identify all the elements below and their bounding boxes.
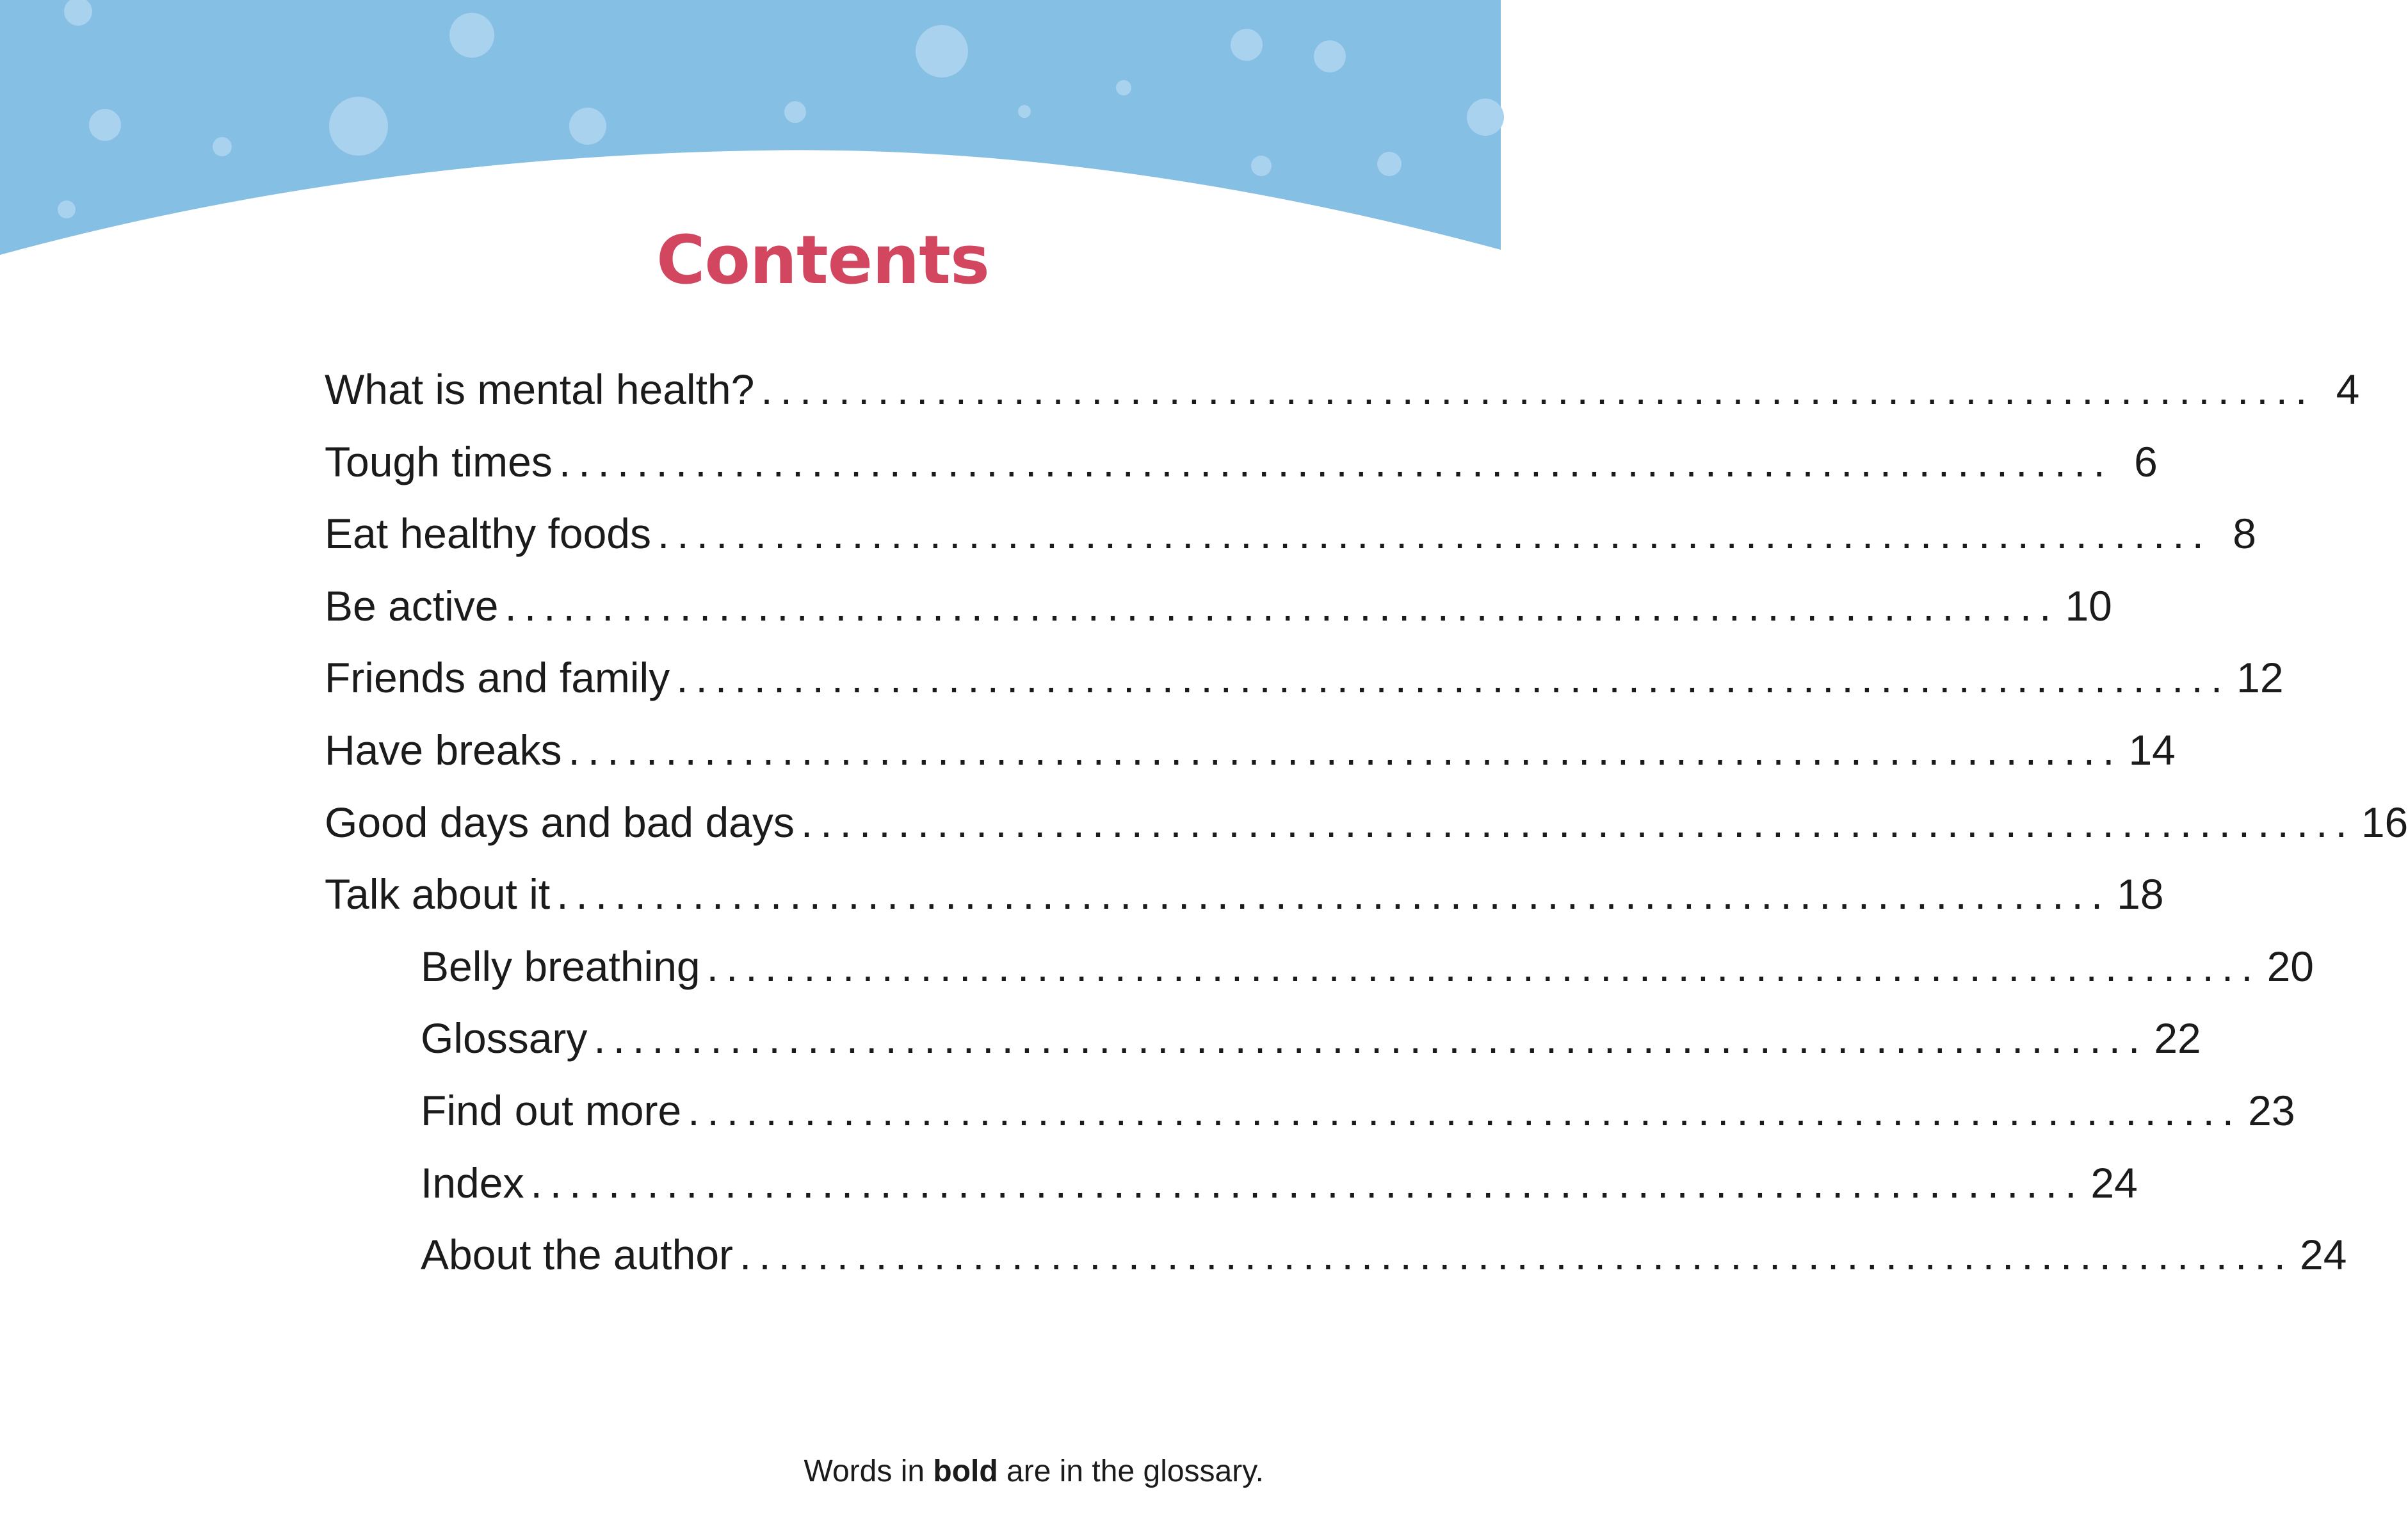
toc-entry-find-out-more[interactable]: [325, 1086, 2295, 1159]
toc-leader-dots: ................................................................................: [706, 942, 2261, 990]
toc-entry-page: 4: [2336, 366, 2360, 413]
toc-entry-page: 12: [2236, 654, 2284, 702]
toc-entry-talk-about-it[interactable]: [325, 870, 2164, 942]
toc-entry-page: 24: [2300, 1231, 2347, 1279]
sky-band: [0, 0, 1501, 255]
toc-entry-label: Index: [421, 1159, 524, 1207]
toc-entry-glossary[interactable]: [325, 1014, 2201, 1086]
toc-entry-belly-breathing[interactable]: [325, 942, 2314, 1014]
toc-entry-label: Talk about it: [325, 870, 551, 918]
toc-entry-page: 8: [2233, 510, 2256, 558]
toc-entry-page: 20: [2267, 942, 2314, 990]
toc-entry-friends-and-family[interactable]: [325, 653, 2284, 726]
toc-entry-label: Glossary: [421, 1014, 588, 1062]
toc-entry-label: Belly breathing: [421, 942, 700, 990]
toc-leader-dots: ................................................................................: [505, 581, 2059, 630]
toc-entry-label: Good days and bad days: [325, 798, 795, 846]
toc-entry-page: 16: [2361, 798, 2408, 846]
toc-entry-eat-healthy-foods[interactable]: [325, 509, 2256, 581]
toc-leader-dots: ................................................................................: [739, 1231, 2293, 1279]
toc-leader-dots: ................................................................................: [530, 1159, 2085, 1207]
toc-leader-dots: ................................................................................: [800, 798, 2355, 846]
toc-entry-label: Tough times: [325, 437, 553, 485]
toc-entry-label: Eat healthy foods: [325, 510, 652, 558]
toc-leader-dots: ................................................................................: [761, 366, 2315, 413]
toc-entry-label: Friends and family: [325, 654, 670, 702]
toc-entry-label: About the author: [421, 1231, 734, 1279]
toc-leader-dots: ................................................................................: [676, 654, 2231, 702]
toc-entry-what-is-mental-health[interactable]: [325, 365, 2360, 437]
toc-entry-be-active[interactable]: [325, 581, 2112, 654]
toc-entry-label: What is mental health?: [325, 366, 755, 413]
toc-entry-tough-times[interactable]: [325, 437, 2158, 510]
toc-entry-about-the-author[interactable]: [325, 1230, 2347, 1303]
glossary-footnote: [804, 1454, 1264, 1489]
toc-entry-good-days-and-bad-days[interactable]: [325, 798, 2408, 870]
toc-entry-page: 6: [2134, 437, 2158, 485]
footnote-bold-word: bold: [933, 1454, 998, 1488]
toc-leader-dots: ................................................................................: [568, 726, 2122, 774]
toc-entry-label: Find out more: [421, 1086, 682, 1134]
footnote-text-start: Words in: [804, 1454, 933, 1488]
toc-entry-page: 24: [2090, 1159, 2138, 1207]
toc-entry-page: 14: [2128, 726, 2176, 774]
toc-leader-dots: ................................................................................: [558, 437, 2113, 485]
toc-entry-index[interactable]: [325, 1159, 2138, 1231]
toc-entry-page: 10: [2065, 581, 2112, 630]
toc-entry-page: 22: [2154, 1014, 2201, 1062]
toc-entry-page: 23: [2248, 1086, 2295, 1134]
toc-leader-dots: ................................................................................: [556, 870, 2111, 918]
toc-leader-dots: ................................................................................: [594, 1014, 2148, 1062]
table-of-contents: [325, 365, 2408, 1303]
toc-entry-label: Be active: [325, 581, 499, 630]
toc-leader-dots: ................................................................................: [658, 510, 2211, 558]
toc-entry-page: 18: [2117, 870, 2164, 918]
footnote-text-end: are in the glossary.: [998, 1454, 1264, 1488]
toc-entry-have-breaks[interactable]: [325, 726, 2176, 798]
page-title: Contents: [656, 221, 989, 299]
toc-entry-label: Have breaks: [325, 726, 562, 774]
toc-leader-dots: ................................................................................: [688, 1086, 2242, 1134]
